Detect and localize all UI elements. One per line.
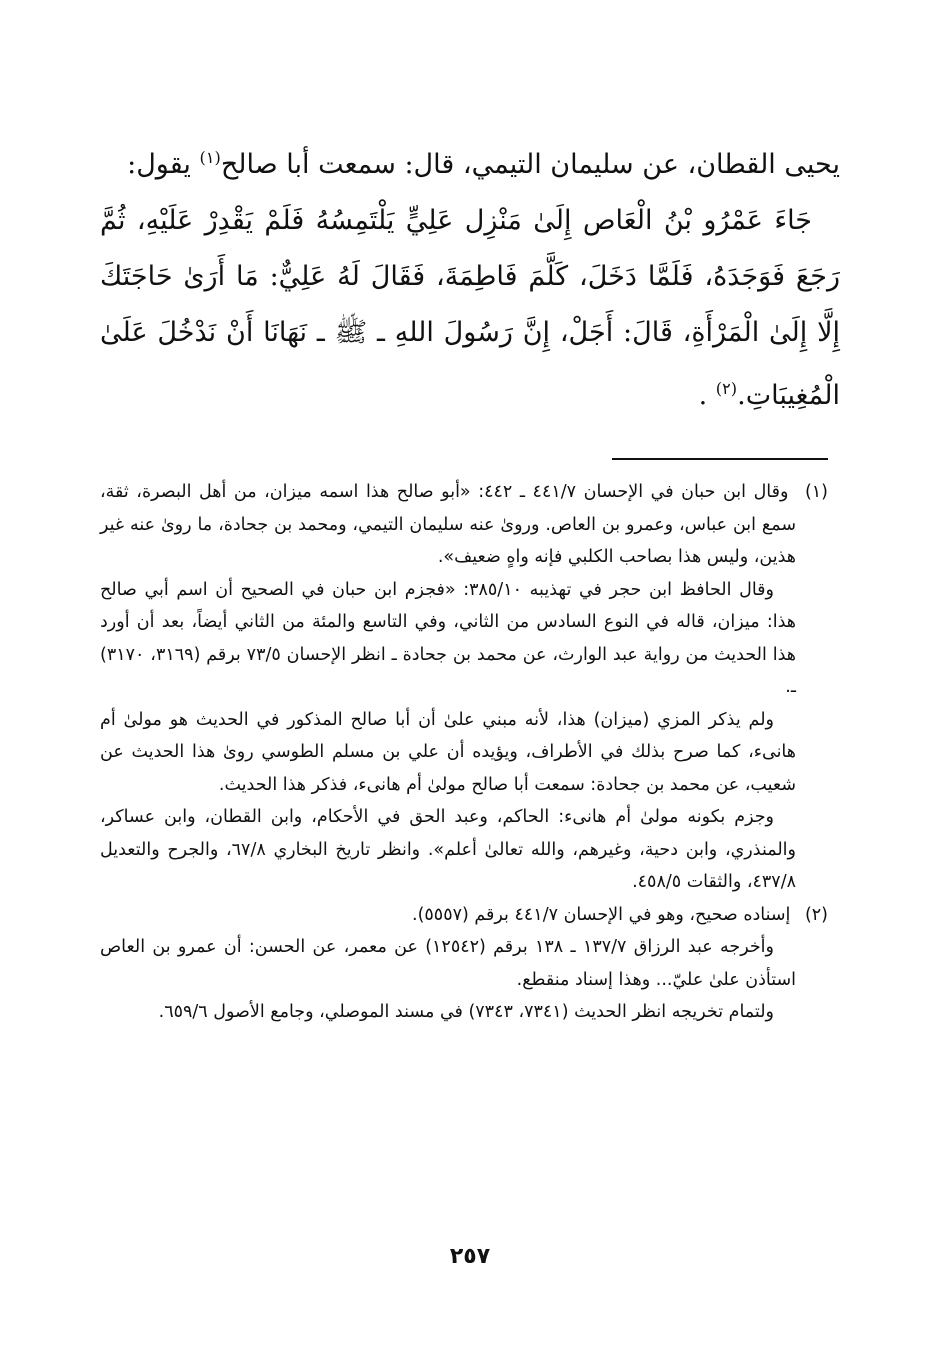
hadith-end: . <box>698 380 716 411</box>
footnote-2-number: (٢) <box>804 904 828 925</box>
footnote-1-para-1 <box>100 476 828 574</box>
footnote-1-text: وقال ابن حبان في الإحسان ٤٤١/٧ ـ ٤٤٢: «أبو صالح هذا اسمه ميزان، من أهل البصرة، ثقة، سمع ابن عباس، وعمرو بن العاص. وروىٰ عنه سليمان التيمي، ومحمد بن جحادة، ما روىٰ عنه غير هذين، وليس هذا بصاحب الكلبي فإنه واهٍ ضعيف». <box>100 482 796 567</box>
footnote-1-para-2: وقال الحافظ ابن حجر في تهذيبه ٣٨٥/١٠: «فجزم ابن حبان في الصحيح أن اسم أبي صالح هذا: ميزان، قاله في النوع السادس من الثاني، وفي التاسع والمئة من الثاني أيضاً، بعد أن أورد هذا الحديث من رواية عبد الوارث، عن محمد بن جحادة ـ انظر الإحسان ٧٣/٥ برقم (٣١٦٩، ٣١٧٠) ـ. <box>100 579 796 697</box>
isnad-end: يقول: <box>127 149 200 180</box>
isnad-text: يحيى القطان، عن سليمان التيمي، قال: سمعت أبا صالح <box>220 149 840 180</box>
footnote-1-para-3: ولم يذكر المزي (ميزان) هذا، لأنه مبني علىٰ أن أبا صالح المذكور في الحديث هو مولىٰ أم هانىء، كما صرح بذلك في الأطراف، ويؤيده أن علي بن مسلم الطوسي روىٰ هذا الحديث عن شعيب، عن محمد بن جحادة: سمعت أبا صالح مولىٰ أم هانىء، فذكر هذا الحديث. <box>100 709 796 795</box>
footnote-2-para-2: وأخرجه عبد الرزاق ١٣٧/٧ ـ ١٣٨ برقم (١٢٥٤٢) عن معمر، عن الحسن: أن عمرو بن العاص استأذن علىٰ عليّ... وهذا إسناد منقطع. <box>100 937 796 990</box>
footnote-1-number: (١) <box>804 482 828 502</box>
main-text <box>100 130 840 424</box>
footnotes <box>100 476 828 1029</box>
page-number: ٢٥٧ <box>449 1244 491 1269</box>
footnote-2-para-1 <box>100 899 828 932</box>
footnote-2-text: إسناده صحيح، وهو في الإحسان ٤٤١/٧ برقم (٥٥٥٧). <box>412 904 791 925</box>
footnote-1-para-4: وجزم بكونه مولىٰ أم هانىء: الحاكم، وعبد الحق في الأحكام، وابن القطان، وابن عساكر، والمنذري، وابن دحية، وغيرهم، والله تعالىٰ أعلم». وانظر تاريخ البخاري ٦٧/٨، والجرح والتعديل ٤٣٧/٨، والثقات ٤٥٨/٥. <box>100 807 796 892</box>
footnote-2-para-3: ولتمام تخريجه انظر الحديث (٧٣٤١، ٧٣٤٣) في مسند الموصلي، وجامع الأصول ٦٥٩/٦. <box>158 1002 774 1022</box>
footnote-ref-2: (٢) <box>715 379 738 398</box>
hadith-text <box>100 193 840 424</box>
isnad-line <box>100 130 840 193</box>
footnote-divider <box>612 458 828 460</box>
hadith-body: جَاءَ عَمْرُو بْنُ الْعَاص إِلَىٰ مَنْزِل عَلِيٍّ يَلْتَمِسُهُ فَلَمْ يَقْدِرْ عَلَيْهِ، ثُمَّ رَجَعَ فَوَجَدَهُ، فَلَمَّا دَخَلَ، كَلَّمَ فَاطِمَةَ، فَقَالَ لَهُ عَلِيٌّ: مَا أَرَىٰ حَاجَتَكَ إِلَّا إِلَىٰ الْمَرْأَةِ، قَالَ: أَجَلْ، إِنَّ رَسُولَ اللهِ ـ ﷺ ـ نَهَانَا أَنْ نَدْخُلَ عَلَىٰ الْمُغِيبَاتِ. <box>100 205 840 411</box>
footnote-ref-1: (١) <box>199 148 221 167</box>
